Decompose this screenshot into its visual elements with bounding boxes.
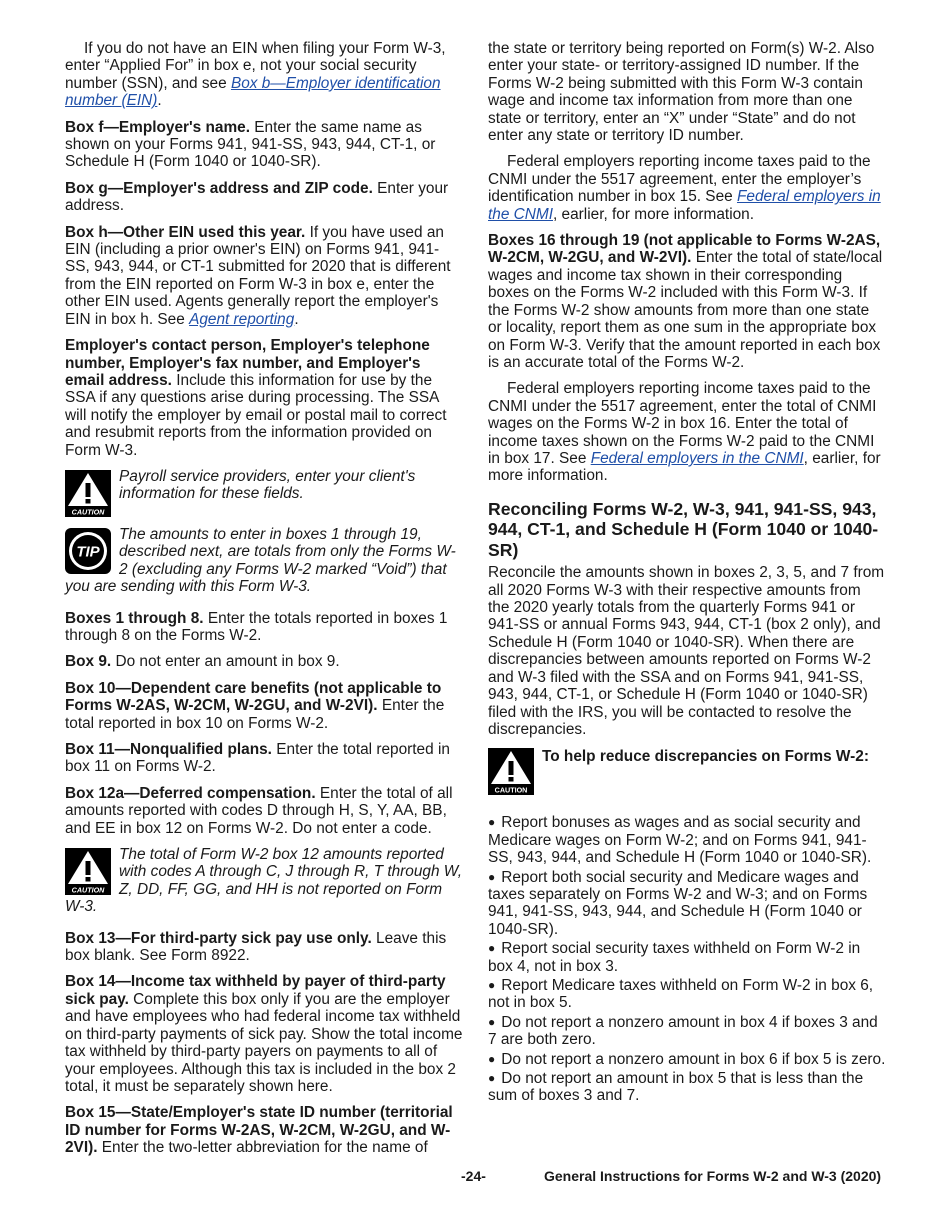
bullet-icon: ●	[488, 1051, 496, 1066]
caution-heading-text: To help reduce discrepancies on Forms W-2:	[542, 748, 869, 766]
tip-icon	[65, 528, 111, 574]
list-item: ● Report both social security and Medicare wages and taxes separately on Forms W-2 and W-3; and on Forms 941, 941-SS, 943, 944, and Schedule H (Form 1040 or 1040-SR).	[488, 868, 868, 938]
paragraph-ein-applied-for: If you do not have an EIN when filing your Form W-3, enter “Applied For” in box e, not your social security number (SSN), and see Box b—Employer identification number (EIN).	[65, 40, 446, 110]
svg-text:CAUTION: CAUTION	[71, 507, 105, 517]
svg-text:CAUTION: CAUTION	[71, 885, 105, 895]
paragraph-box-13: Box 13—For third-party sick pay use only. Leave this box blank. See Form 8922.	[65, 929, 447, 965]
list-item: ● Do not report an amount in box 5 that is less than the sum of boxes 3 and 7.	[488, 1070, 864, 1105]
paragraph-state-territory: the state or territory being reported on Form(s) W-2. Also enter your state- or territory-assigned ID number. If the Forms W-2 being submitted with this Form W-3 contain wage and income tax information from more than one state or territory, enter an “X” under “State” and do not enter any state or territory ID number.	[488, 40, 875, 145]
left-column	[65, 40, 463, 1166]
bullet-icon: ●	[488, 1071, 496, 1085]
svg-text:TIP: TIP	[76, 543, 100, 561]
link-federal-employers-cnmi[interactable]: Federal employers in the CNMI	[488, 188, 881, 223]
list-item: ● Report Medicare taxes withheld on Form W-2 in box 6, not in box 5.	[488, 976, 874, 1012]
page-number: -24-	[461, 1168, 486, 1184]
tip-note-amounts: TIP The amounts to enter in boxes 1 through 19, described next, are totals from only the Forms W-2 (excluding any Forms W-2 marked “Void”) that you are sending with this Form W-3.	[65, 525, 456, 596]
section-heading-reconciling: Reconciling Forms W-2, W-3, 941, 941-SS, 943, 944, CT-1, and Schedule H (Form 1040 or 1040-SR)	[488, 498, 879, 560]
footer-title: General Instructions for Forms W-2 and W-3 (2020)	[544, 1168, 882, 1184]
paragraph-box-12a: Box 12a—Deferred compensation. Enter the total of all amounts reported with codes D through H, S, Y, AA, BB, and EE in box 12 on Forms W-2. Do not enter a code.	[65, 784, 453, 837]
svg-text:CAUTION: CAUTION	[494, 785, 528, 795]
paragraph-box-g: Box g—Employer's address and ZIP code. Enter your address.	[65, 179, 449, 215]
caution-icon	[488, 748, 534, 795]
list-item: ● Do not report a nonzero amount in box 4 if boxes 3 and 7 are both zero.	[488, 1013, 878, 1049]
paragraph-employer-contact: Employer's contact person, Employer's telephone number, Employer's fax number, and Employer's email address. Include this information for use by the SSA if any questions arise during processing. The SSA will notify the employer by email or postal mail to correct and resubmit reports from the information provided on Form W-3.	[65, 337, 447, 459]
paragraph-box-h: Box h—Other EIN used this year. If you have used an EIN (including a prior owner's EIN) on Forms 941, 941-SS, 943, 944, or CT-1 submitted for 2020 that is different from the EIN reported on Form W-3 in box e, enter the other EIN used. Agents generally report the employer's EIN in box h. See Agent reporting.	[65, 223, 451, 328]
caution-icon	[65, 470, 111, 517]
paragraph-box-f: Box f—Employer's name. Enter the same name as shown on your Forms 941, 941-SS, 943, 944, CT-1, or Schedule H (Form 1040 or 1040-SR).	[65, 118, 436, 171]
bullet-icon: ●	[488, 815, 496, 830]
paragraph-box-15: Box 15—State/Employer's state ID number (territorial ID number for Forms W-2AS, W-2CM, W-2GU, and W-2VI). Enter the two-letter abbreviation for the name of	[65, 1104, 453, 1157]
link-box-b-ein[interactable]: Box b—Employer identification number (EIN)	[65, 74, 441, 110]
list-item: ● Report bonuses as wages and as social security and Medicare wages on Form W-2; and on Forms 941, 941-SS, 943, 944, and Schedule H (Form 1040 or 1040-SR).	[488, 814, 872, 867]
list-item: ● Do not report a nonzero amount in box 6 if box 5 is zero.	[488, 1050, 886, 1068]
paragraph-boxes-1-8: Boxes 1 through 8. Enter the totals reported in boxes 1 through 8 on the Forms W-2.	[65, 609, 448, 644]
caution-note-payroll: CAUTION Payroll service providers, enter your client's information for these fields.	[65, 468, 463, 517]
paragraph-reconcile: Reconcile the amounts shown in boxes 2, 3, 5, and 7 from all 2020 Forms W-3 with their respective amounts from the 2020 yearly totals from the quarterly Forms 941 or 941-SS or annual Forms 943, 944, CT-1 (box 2 only), and Schedule H (Form 1040 or 1040-SR). When there are discrepancies between amounts reported on Forms W-2 and W-3 filed with the SSA and on Forms 941, 941-SS, 943, 944, CT-1, or Schedule H (Form 1040 or 1040-SR) filed with the IRS, you will be contacted to resolve the discrepancies.	[488, 564, 885, 738]
caution-reduce-discrepancies	[488, 748, 886, 802]
link-federal-employers-cnmi[interactable]: Federal employers in the CNMI	[590, 449, 804, 467]
paragraph-box-11: Box 11—Nonqualified plans. Enter the total reported in box 11 on Forms W-2.	[65, 741, 450, 776]
caution-icon	[65, 848, 111, 895]
bullet-icon: ●	[488, 941, 496, 956]
bullet-icon: ●	[488, 869, 496, 884]
paragraph-cnmi-box-15: Federal employers reporting income taxes paid to the CNMI under the 5517 agreement, enter the employer’s identification number in box 15. See Federal employers in the CNMI, earlier, for more information.	[488, 153, 881, 223]
right-column	[488, 40, 886, 1107]
bullet-icon: ●	[488, 977, 496, 992]
discrepancy-bullet-list	[488, 814, 886, 1105]
paragraph-box-14: Box 14—Income tax withheld by payer of third-party sick pay. Complete this box only if you are the employer and have employees who had federal income tax withheld on third-party payments of sick pay. Show the total income tax withheld by third-party payers on payments to all of your employees. Although this tax is included in the box 2 total, it must be separately shown here.	[65, 973, 463, 1095]
paragraph-boxes-16-19: Boxes 16 through 19 (not applicable to Forms W-2AS, W-2CM, W-2GU, and W-2VI). Enter the total of state/local wages and income tax shown in their corresponding boxes on the Forms W-2 included with this Form W-3. If the Forms W-2 show amounts from more than one state or locality, report them as one sum in the appropriate box on Form W-3. Verify that the amount reported in each box is an accurate total of the Forms W-2.	[488, 232, 883, 371]
bullet-icon: ●	[488, 1014, 496, 1029]
paragraph-box-10: Box 10—Dependent care benefits (not applicable to Forms W-2AS, W-2CM, W-2GU, and W-2VI). Enter the total reported in box 10 on Forms W-2.	[65, 679, 445, 732]
paragraph-box-9: Box 9. Do not enter an amount in box 9.	[65, 653, 340, 671]
paragraph-cnmi-box-16-17: Federal employers reporting income taxes paid to the CNMI under the 5517 agreement, enter the total of CNMI wages on the Forms W-2 in box 16. Enter the total of income taxes shown on the Forms W-2 paid to the CNMI in box 17. See Federal employers in the CNMI, earlier, for more information.	[488, 380, 881, 485]
list-item: ● Report social security taxes withheld on Form W-2 in box 4, not in box 3.	[488, 940, 861, 975]
caution-note-box-12: CAUTION The total of Form W-2 box 12 amounts reported with codes A through C, J through R, T through W, Z, DD, FF, GG, and HH is not reported on Form W-3.	[65, 846, 463, 916]
link-agent-reporting[interactable]: Agent reporting	[189, 310, 295, 328]
